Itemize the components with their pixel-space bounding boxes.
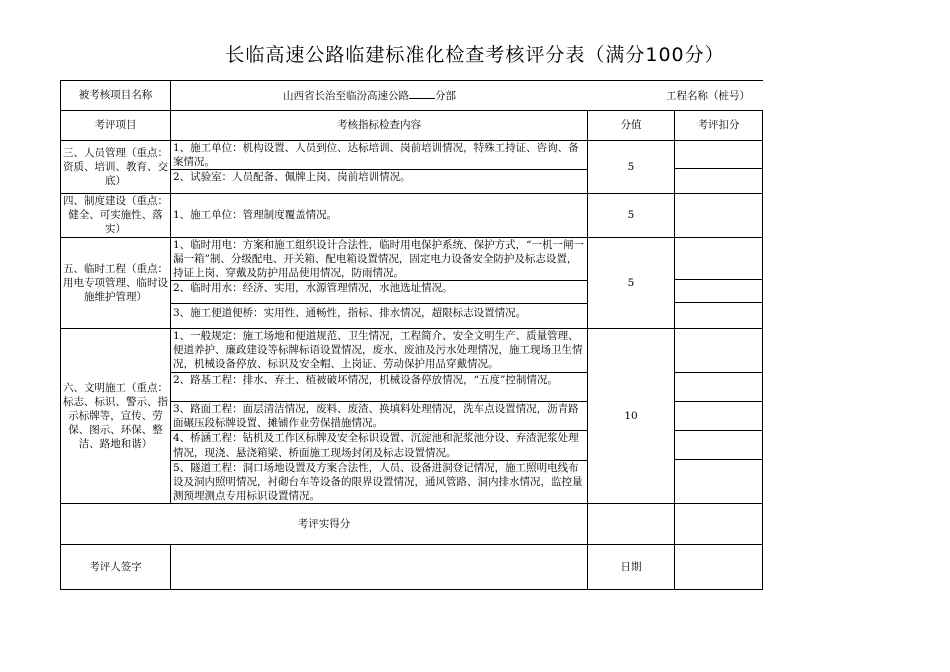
date-input[interactable] <box>675 545 763 590</box>
section-items <box>171 141 588 194</box>
deduct-input[interactable] <box>675 238 762 280</box>
deduct-input[interactable] <box>675 329 762 373</box>
section-score: 5 <box>588 237 675 329</box>
deduct-input[interactable] <box>675 279 762 302</box>
section-items <box>171 329 588 504</box>
section-name: 三、人员管理（重点：资质、培训、教育、交底） <box>61 141 171 194</box>
section-row-system <box>61 194 763 238</box>
section-items <box>171 237 588 329</box>
section-name: 四、制度建设（重点：健全、可实施性、落实） <box>61 194 171 238</box>
deduct-cell[interactable] <box>675 237 763 329</box>
project-value-prefix: 山西省长治至临汾高速公路 <box>283 89 409 102</box>
check-item: 2、临时用水：经济、实用，水源管理情况，水池选址情况。 <box>171 281 587 304</box>
section-name: 五、临时工程（重点：用电专项管理、临时设施维护管理） <box>61 237 171 329</box>
check-item: 1、一般规定：施工场地和便道规范、卫生情况，工程简介、安全文明生产、质量管理、便道养护、廉政建设等标牌标语设置情况，废水、废油及污水处理情况，施工现场卫生情况，机械设备停放、标识及安全帽、上岗证、劳动保护用品穿戴情况。 <box>171 329 587 373</box>
actual-score-row <box>61 504 763 545</box>
check-item: 2、路基工程：排水、弃土、植被破坏情况，机械设备停放情况，“五度”控制情况。 <box>171 373 587 402</box>
signer-row <box>61 545 763 590</box>
signer-label: 考评人签字 <box>61 545 171 590</box>
actual-score-input[interactable] <box>588 504 675 545</box>
header-content: 考核指标检查内容 <box>171 111 588 141</box>
deduct-input[interactable] <box>675 460 762 502</box>
check-item: 1、施工单位：机构设置、人员到位、达标培训、岗前培训情况，特殊工持证、咨询、备案情况。 <box>171 141 587 170</box>
title-paren: （满分100分） <box>585 44 725 66</box>
check-item: 1、施工单位：管理制度覆盖情况。 <box>171 194 588 238</box>
actual-score-extra[interactable] <box>675 504 763 545</box>
signer-input[interactable] <box>171 545 588 590</box>
project-value-suffix: 分部 <box>435 89 456 102</box>
check-item: 1、临时用电：方案和施工组织设计合法性，临时用电保护系统、保护方式，“一机一闸一漏一箱”制、分级配电、开关箱、配电箱设置情况，固定电力设备安全防护及标志设置，持证上岗、穿戴及防护用品使用情况，防雨情况。 <box>171 238 587 281</box>
deduct-input[interactable] <box>675 194 763 238</box>
deduct-input[interactable] <box>675 169 762 192</box>
deduct-cell[interactable] <box>675 141 763 194</box>
section-score: 10 <box>588 329 675 504</box>
project-label: 被考核项目名称 <box>61 81 171 111</box>
deduct-input[interactable] <box>675 402 762 431</box>
actual-score-label: 考评实得分 <box>61 504 588 545</box>
engineering-label: 工程名称（桩号） <box>666 89 750 102</box>
check-item: 2、试验室：人员配备、佩牌上岗、岗前培训情况。 <box>173 171 411 184</box>
project-row <box>61 81 763 111</box>
section-row-temporary <box>61 237 763 329</box>
check-item: 3、路面工程：面层清洁情况，废料、废渣、换填料处理情况，洗车点设置情况，沥青路面碾压段标牌设置、摊铺作业劳保措施情况。 <box>171 402 587 431</box>
deduct-input[interactable] <box>675 141 762 169</box>
header-deduct: 考评扣分 <box>675 111 763 141</box>
project-blank-underline[interactable] <box>409 88 435 99</box>
section-name: 六、文明施工（重点：标志、标识、警示、指示标牌等，宣传、劳保、图示、环保、整洁、路地和谐） <box>61 329 171 504</box>
header-row <box>61 111 763 141</box>
page-title <box>0 40 950 67</box>
check-item: 3、施工便道便桥：实用性、通畅性，指标、排水情况，超限标志设置情况。 <box>173 307 527 320</box>
check-item: 4、桥涵工程：钻机及工作区标牌及安全标识设置、沉淀池和泥浆池分设、弃渣泥浆处理情况，现浇、悬浇箱梁、桥面施工现场封闭及标志设置情况。 <box>171 431 587 460</box>
title-main: 长临高速公路临建标准化检查考核评分表 <box>225 44 586 66</box>
section-score: 5 <box>588 141 675 194</box>
header-item: 考评项目 <box>61 111 171 141</box>
check-item: 5、隧道工程：洞口场地设置及方案合法性，人员、设备进洞登记情况，施工照明电线布设及洞内照明情况，衬砌台车等设备的限界设置情况，通风管路、洞内排水情况，监控量测预埋测点专用标识设置情况。 <box>173 461 583 503</box>
deduct-input[interactable] <box>675 373 762 402</box>
date-label: 日期 <box>588 545 675 590</box>
deduct-input[interactable] <box>675 302 762 327</box>
section-row-civilized <box>61 329 763 504</box>
section-row-personnel <box>61 141 763 194</box>
header-score: 分值 <box>588 111 675 141</box>
section-score: 5 <box>588 194 675 238</box>
score-table <box>60 80 763 590</box>
project-value-cell[interactable] <box>171 81 763 111</box>
deduct-cell[interactable] <box>675 329 763 504</box>
deduct-input[interactable] <box>675 431 762 460</box>
